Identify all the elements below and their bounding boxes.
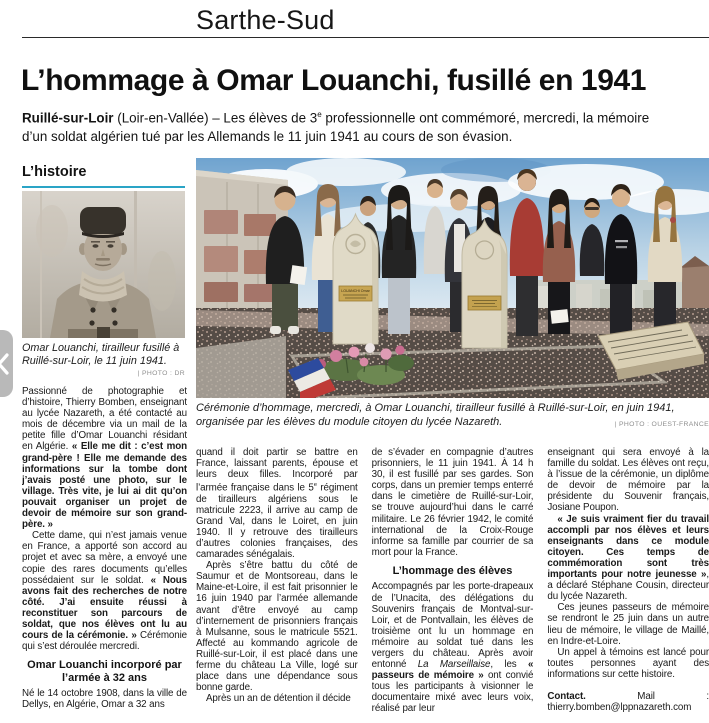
article-paragraph: de s’évader en compagnie d’autres prisonniers, le 11 juin 1941. À 14 h 30, il est fusillé par ses gardes. Son corps, dans un premier temps enterré dans le cimetière de Ruillé-sur-Loir, se trouve aujourd’hui dans le carré militaire. Le 26 février 1942, le comité international de la Croix-Rouge informe sa famille par courrier de sa mort pour la France. [371, 447, 534, 558]
kicker-underline [22, 186, 185, 188]
article-paragraph: Ces jeunes passeurs de mémoire se rendront le 25 juin dans un autre lieu de mémoire, le village de Maillé, en Indre-et-Loire. [547, 602, 709, 647]
article-column-3 [372, 447, 534, 721]
article-paragraph: quand il doit partir se battre en France, laissant parents, épouse et leurs deux filles. Incorporé par l’armée française dans le 5e régiment de tirailleurs algériens sous le matricule 2223, il arrive au camp de Grand Val, dans le Loiret, en juin 1940. Il y retrouve des tirailleurs d’autres colonies françaises, des camarades sénégalais. [196, 447, 358, 561]
article-paragraph: Né le 14 octobre 1908, dans la ville de Dellys, en Algérie, Omar a 32 ans [22, 688, 187, 711]
gravestone-louanchi [333, 214, 378, 344]
article-paragraph: Accompagnés par les porte-drapeaux de l’Unacita, des délégations du Souvenirs français de Montval-sur-Loir, et de Pontvallain, les élèves de troisième ont lu un hommage en mémoire au soldat tué dans les vergers du château. Après avoir entonné La Marseillaise, les « passeurs de mémoire » ont convié tous les participants à visionner le documentaire mixé avec leurs voix, réalisé par leur [371, 581, 534, 715]
column-subheading: L’hommage des élèves [392, 564, 513, 577]
lead-superscript: e [317, 110, 322, 119]
masthead-rule [22, 37, 709, 38]
article-paragraph: Cette dame, qui n’est jamais venue en France, a apporté son accord au projet et avec sa mère, a envoyé une copie des rares documents qu’elles possédaient sur le soldat. « Nous avons fait des recherches de notre côté. J’ai ensuite réussi à reconstituer son parcours de soldat, que nos élèves ont lu au cours de la cérémonie. » Cérémonie qui s’est déroulée mercredi. [22, 530, 187, 653]
article-column-left [22, 386, 187, 720]
chevron-left-icon [0, 349, 12, 379]
grave-plaque-text: LOUANCHI Omar [341, 289, 370, 293]
previous-page-button[interactable] [0, 330, 13, 397]
article-lead [22, 106, 670, 146]
portrait-illustration [22, 191, 185, 338]
main-photo-caption [196, 402, 709, 429]
gravestone-second [462, 220, 507, 348]
ceremony-illustration [196, 158, 709, 398]
article-paragraph: Après un an de détention il décide [206, 693, 351, 705]
main-caption-text: Cérémonie d’hommage, mercredi, à Omar Louanchi, tirailleur fusillé à Ruillé-sur-Loir, en juin 1941, organisée par les élèves du module citoyen du lycée Nazareth. [196, 402, 675, 428]
article-paragraph: Après s’être battu du côté de Saumur et de Montsoreau, dans le Maine-et-Loire, il est fait prisonnier le 16 juin 1940 par l’armée allemande avant d’être envoyé au camp d’internement de prisonniers français à Mulsanne, sous le matricule 5521. Affecté au kommando agricole de Ruillé-sur-Loir, il est placé dans une ferme du château La Ville, logé sur place dans une dépendance sous bonne garde. [196, 560, 358, 694]
article-columns [196, 447, 709, 721]
article-headline: L’hommage à Omar Louanchi, fusillé en 1941 [21, 64, 647, 97]
article-column-2 [196, 447, 358, 721]
lead-location: Ruillé-sur-Loir [22, 110, 114, 126]
portrait-credit: | PHOTO : DR [137, 370, 185, 377]
main-photo-credit: | PHOTO : OUEST-FRANCE [614, 421, 709, 428]
column-subheading: Omar Louanchi incorporé par l’armée à 32 ans [27, 659, 182, 684]
article-paragraph: Contact. Mail : thierry.bomben@lppnazareth.com [547, 690, 709, 714]
portrait-caption: Omar Louanchi, tirailleur fusillé à Ruillé-sur-Loir, le 11 juin 1941. [22, 342, 180, 367]
article-paragraph: Un appel à témoins est lancé pour toutes personnes ayant des informations sur cette histoire. [547, 646, 709, 680]
portrait-photo [22, 191, 185, 338]
article-column-4 [547, 447, 709, 721]
lead-text: Les élèves de 3 [223, 110, 318, 126]
article-paragraph: enseignant qui sera envoyé à la famille du soldat. Les élèves ont reçu, à l’issue de la cérémonie, un diplôme de devoir de mémoire par la présidente du Souvenir français, Josiane Poupon. [547, 447, 709, 514]
section-title: Sarthe-Sud [196, 5, 335, 35]
ceremony-photo [196, 158, 709, 398]
lead-region: (Loir-en-Vallée) – [113, 110, 224, 126]
article-paragraph: Passionné de photographie et d’histoire, Thierry Bomben, enseignant au lycée Nazareth, a été contacté au mois de décembre via un mail de la petite fille d’Omar Louanchi résidant en Algérie. « Elle me dit : c’est mon grand-père ! Elle me demande des informations sur la tombe dont j’avais posté une photo, sur le village. Très vite, je lui ai dit qu’on pouvait organiser un projet de devoir de mémoire sur son grand-père. » [22, 386, 187, 531]
article-paragraph: « Je suis vraiment fier du travail accompli par nos élèves et leurs enseignants dans ce module citoyen. Ces temps de commémoration sont très importants pour notre jeunesse », a déclaré Stéphane Cousin, directeur du lycée Nazareth. [547, 513, 709, 603]
lead-text-2: professionnelle ont commémoré, mercredi, la mémoire d’un soldat algérien tué par les Allemands le 11 juin 1941 au cours de son évasion. [22, 110, 650, 144]
kicker-label: L’histoire [22, 164, 87, 180]
